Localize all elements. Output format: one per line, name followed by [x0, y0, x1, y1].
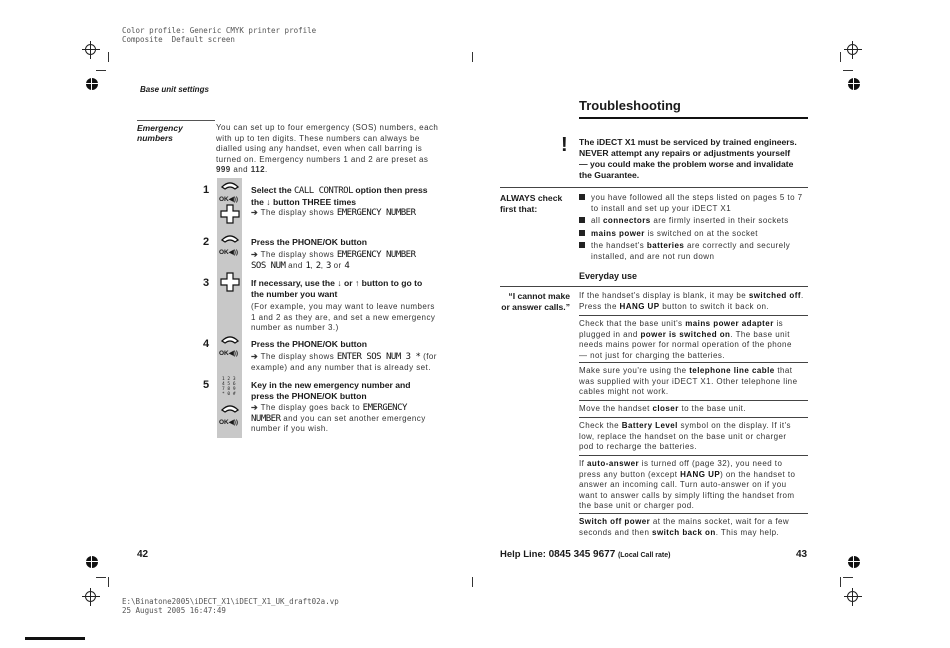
crop-tick	[472, 577, 473, 587]
ok-label: OK◀))	[219, 419, 239, 426]
step-detail: ➔ The display shows EMERGENCY NUMBER	[251, 208, 416, 218]
step-number: 4	[203, 338, 210, 350]
nav-button-icon	[220, 272, 240, 292]
page-title: Troubleshooting	[579, 98, 681, 113]
title-rule	[579, 117, 808, 119]
nav-button-icon	[220, 204, 240, 224]
divider	[579, 455, 808, 456]
section-title: Base unit settings	[140, 85, 209, 94]
crop-tick	[96, 70, 106, 71]
crop-tick	[108, 577, 109, 587]
step-number: 3	[203, 277, 210, 289]
bullet	[579, 230, 585, 236]
intro-text: You can set up to four emergency (SOS) numbers, each with up to ten digits. These numbers can always be dialled using any handset, even when call barring is turned on. Emergency numbers 1 and 2 are preset as 999 and 112.	[216, 123, 439, 174]
crop-dot-top-right	[848, 78, 860, 90]
checklist: you have followed all the steps listed on pages 5 to 7 to install and set up your iDECT X1 all connectors are firmly inserted in their sockets mains power is switched on at the socket the handset's batteries are correctly and securely installed, and are not run down	[579, 193, 814, 262]
page-number-right: 43	[796, 549, 808, 560]
solution-5: Check the Battery Level symbol on the display. If it's low, replace the handset on the base unit or charger pod to recharge the batteries.	[579, 421, 792, 451]
step-heading: Press the PHONE/OK button	[251, 339, 368, 349]
problem-label: “I cannot make or answer calls.”	[501, 291, 570, 312]
step-number: 1	[203, 184, 210, 196]
warning-text: The iDECT X1 must be serviced by trained engineers. NEVER attempt any repairs or adjustments yourself — you could make the problem worse and invalidate the Guarantee.	[579, 137, 797, 180]
registration-mark-top-right	[844, 41, 862, 59]
profile-line-1: Color profile: Generic CMYK printer profile	[122, 26, 317, 35]
divider	[579, 417, 808, 418]
ok-label: OK◀))	[219, 196, 239, 203]
crop-tick	[472, 52, 473, 62]
crop-tick	[843, 577, 853, 578]
crop-tick	[840, 577, 841, 587]
crop-tick	[96, 577, 106, 578]
file-date: 25 August 2005 16:47:49	[122, 606, 226, 615]
step-note: (For example, you may want to leave numbers 1 and 2 as they are, and set a new emergency number as number 3.)	[251, 302, 436, 332]
step-number: 5	[203, 379, 210, 391]
bullet	[579, 242, 585, 248]
divider	[500, 187, 808, 188]
solution-7: Switch off power at the mains socket, wait for a few seconds and then switch back on. This may help.	[579, 517, 790, 537]
registration-mark-top-left	[82, 41, 100, 59]
step-heading: If necessary, use the ↓ or ↑ button to go to the number you want	[251, 278, 423, 299]
crop-dot-top-left	[86, 78, 98, 90]
crop-dot-bottom-left	[86, 556, 98, 568]
step-detail: ➔ The display shows ENTER SOS NUM 3 * (for example) and any number that is already set.	[251, 352, 437, 372]
divider	[579, 315, 808, 316]
crop-tick	[840, 52, 841, 62]
divider	[579, 513, 808, 514]
step-detail: ➔ The display goes back to EMERGENCY NUMBER and you can set another emergency number if you wish.	[251, 403, 426, 433]
step-number: 2	[203, 236, 210, 248]
registration-mark-bottom-right	[844, 588, 862, 606]
bullet	[579, 194, 585, 200]
ok-label: OK◀))	[219, 350, 239, 357]
crop-tick	[108, 52, 109, 62]
keypad-icon: 1 2 3 4 5 6 7 8 9 * 0 #	[222, 377, 236, 397]
page-number-left: 42	[137, 549, 149, 560]
always-check-label: ALWAYS check first that:	[500, 193, 563, 214]
solution-3: Make sure you're using the telephone line cable that was supplied with your iDECT X1. Other telephone line cables might not work.	[579, 366, 798, 396]
registration-mark-bottom-left	[82, 588, 100, 606]
label-rule	[137, 120, 215, 121]
divider	[579, 362, 808, 363]
step-heading: Key in the new emergency number and press the PHONE/OK button	[251, 380, 411, 401]
divider	[500, 286, 808, 287]
bottom-bar	[25, 637, 85, 640]
crop-dot-bottom-right	[848, 556, 860, 568]
bullet	[579, 217, 585, 223]
solution-4: Move the handset closer to the base unit.	[579, 404, 747, 413]
divider	[579, 400, 808, 401]
help-line: Help Line: 0845 345 9677 (Local Call rate)	[500, 549, 671, 560]
everyday-use-title: Everyday use	[579, 271, 638, 281]
profile-line-2: Composite Default screen	[122, 35, 235, 44]
crop-tick	[843, 70, 853, 71]
step-detail: ➔ The display shows EMERGENCY NUMBER SOS NUM and 1, 2, 3 or 4	[251, 250, 416, 271]
file-path: E:\Binatone2005\iDECT_X1\iDECT_X1_UK_draft02a.vp	[122, 597, 339, 606]
solution-2: Check that the base unit's mains power adapter is plugged in and power is switched on. The base unit needs mains power for normal operation of the phone — not just for charging the batteries.	[579, 319, 792, 360]
solution-1: If the handset's display is blank, it may be switched off. Press the HANG UP button to switch it back on.	[579, 291, 804, 311]
solution-6: If auto-answer is turned off (page 32), you need to press any button (except HANG UP) on the handset to answer an incoming call. Turn auto-answer on if you want to answer calls by simply lifting the handset from the base unit or charger pod.	[579, 459, 796, 510]
emergency-label: Emergency numbers	[137, 123, 183, 143]
ok-label: OK◀))	[219, 249, 239, 256]
step-heading: Select the CALL CONTROL option then press the ↓ button THREE times	[251, 185, 428, 207]
warning-icon: !	[561, 134, 568, 156]
step-heading: Press the PHONE/OK button	[251, 237, 368, 247]
